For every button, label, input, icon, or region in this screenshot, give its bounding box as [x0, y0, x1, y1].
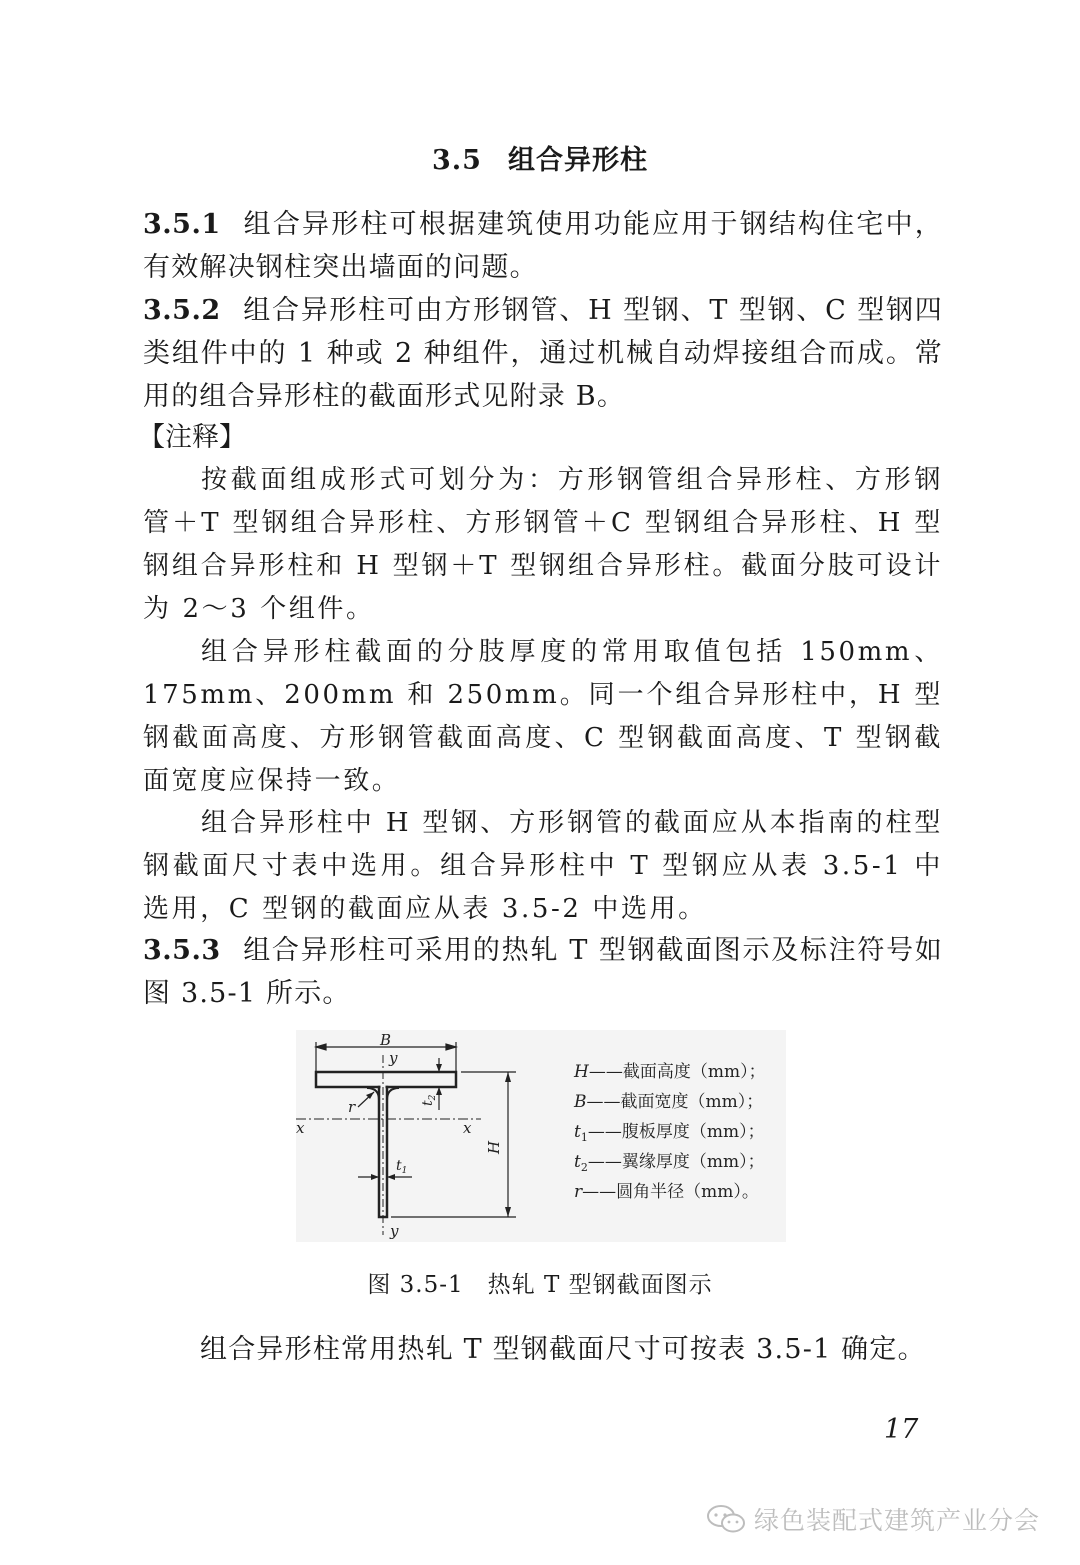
clause-3-5-3 — [143, 929, 943, 1015]
y-axis-bottom-label: y — [390, 1222, 399, 1240]
wechat-icon — [706, 1504, 746, 1534]
dimension-b-label: B — [380, 1031, 392, 1049]
closing-paragraph: 组合异形柱常用热轧 T 型钢截面尺寸可按表 3.5-1 确定。 — [200, 1334, 926, 1365]
t-flange-shape — [316, 1072, 456, 1087]
note-paragraph-1: 按截面组成形式可划分为：方形钢管组合异形柱、方形钢管＋T 型钢组合异形柱、方形钢管＋C 型钢组合异形柱、H 型钢组合异形柱和 H 型钢＋T 型钢组合异形柱。截面分肢可设计为 2～3 个组件。 — [143, 465, 943, 624]
clause-text: 组合异形柱可由方形钢管、H 型钢、T 型钢、C 型钢四类组件中的 1 种或 2 种组件，通过机械自动焊接组合而成。常用的组合异形柱的截面形式见附录 B。 — [143, 295, 943, 412]
figure-caption — [0, 1266, 1080, 1299]
t2-label: $t_2$ — [420, 1094, 438, 1106]
t1-label: $t_1$ — [396, 1158, 408, 1176]
dimension-h-label: H — [485, 1140, 503, 1154]
note-label: 【注释】 — [138, 422, 246, 453]
y-axis-top-label: y — [389, 1049, 398, 1067]
legend-item-h: H——截面高度（mm）； — [574, 1062, 766, 1082]
figure-caption-number: 图 3.5-1 — [367, 1272, 464, 1298]
t-section-figure — [296, 1030, 786, 1242]
clause-number: 3.5.1 — [143, 209, 221, 240]
figure-caption-text: 热轧 T 型钢截面图示 — [487, 1272, 713, 1298]
watermark-text: 绿色装配式建筑产业分会 — [754, 1506, 1041, 1535]
clause-text: 组合异形柱可根据建筑使用功能应用于钢结构住宅中，有效解决钢柱突出墙面的问题。 — [143, 209, 943, 283]
section-title — [0, 138, 1080, 177]
clause-3-5-2 — [143, 289, 943, 418]
clause-text: 组合异形柱可采用的热轧 T 型钢截面图示及标注符号如图 3.5-1 所示。 — [143, 935, 943, 1009]
note-paragraph-2: 组合异形柱截面的分肢厚度的常用取值包括 150mm、175mm、200mm 和 250mm。同一个组合异形柱中，H 型钢截面高度、方形钢管截面高度、C 型钢截面高度、T 型钢截面宽度应保持一致。 — [143, 637, 943, 796]
x-axis-right-label: x — [463, 1119, 472, 1137]
clause-3-5-1 — [143, 203, 943, 289]
legend-item-r: r——圆角半径（mm）。 — [574, 1182, 759, 1202]
legend-item-b: B——截面宽度（mm）； — [574, 1092, 764, 1112]
radius-label: r — [348, 1098, 356, 1116]
legend-item-t1: $t_1——$腹板厚度（mm）； — [574, 1122, 765, 1144]
section-title-text: 组合异形柱 — [507, 145, 648, 176]
watermark — [706, 1501, 1040, 1537]
note-paragraph-3: 组合异形柱中 H 型钢、方形钢管的截面应从本指南的柱型钢截面尺寸表中选用。组合异形柱中 T 型钢应从表 3.5-1 中选用，C 型钢的截面应从表 3.5-2 中选用。 — [143, 808, 943, 924]
legend-item-t2: $t_2——$翼缘厚度（mm）； — [574, 1152, 765, 1174]
page-number: 17 — [884, 1414, 919, 1445]
x-axis-left-label: x — [296, 1119, 305, 1137]
t-section-diagram — [296, 1030, 786, 1242]
section-number: 3.5 — [432, 145, 482, 176]
clause-number: 3.5.3 — [143, 935, 221, 966]
clause-number: 3.5.2 — [143, 295, 221, 326]
